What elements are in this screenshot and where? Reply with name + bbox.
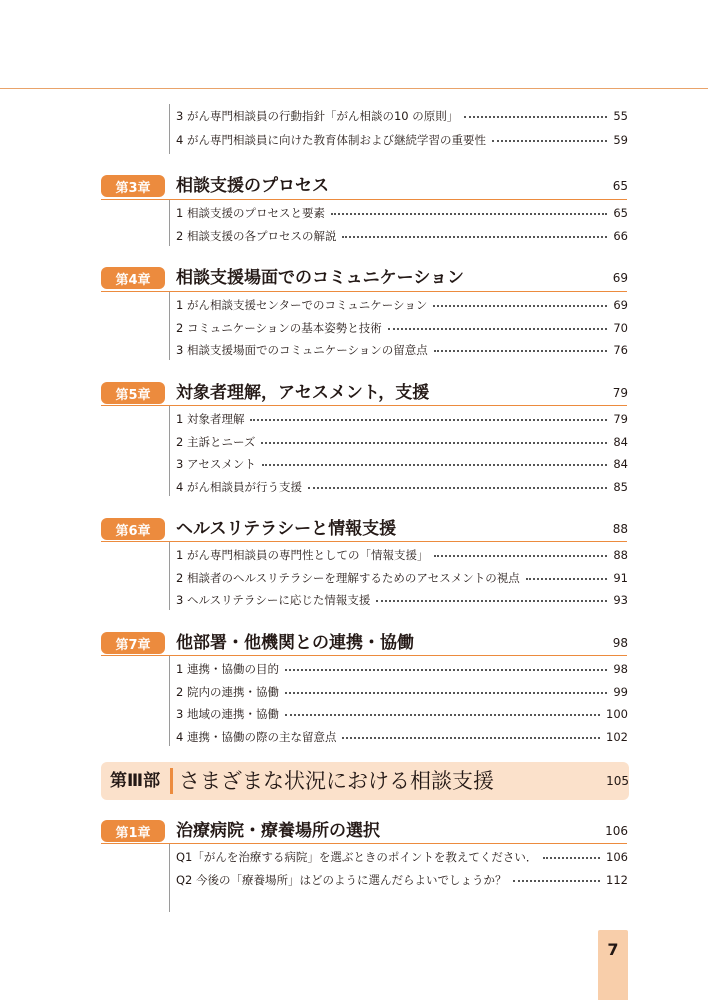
toc-entry[interactable] [176,295,628,315]
entry-page: 112 [606,873,628,887]
leader-dots [433,305,607,307]
entry-title: 1 対象者理解 [176,412,245,426]
chapter-title[interactable]: 相談支援場面でのコミュニケーション [176,268,464,288]
entry-title: 4 連携・協働の際の主な留意点 [176,730,337,744]
entry-page: 88 [613,548,628,562]
toc-entry[interactable] [176,454,628,474]
leader-dots [376,600,607,602]
chapter-badge: 第1章 [101,820,165,842]
chapter-title[interactable]: 相談支援のプロセス [176,176,329,196]
entry-page: 79 [613,412,628,426]
toc-entry[interactable] [176,106,628,126]
chapter-badge: 第4章 [101,267,165,289]
entry-page: 55 [613,109,628,123]
entry-page: 102 [606,730,628,744]
toc-entry[interactable] [176,432,628,452]
leader-dots [308,487,607,489]
entry-title: 2 コミュニケーションの基本姿勢と技術 [176,321,382,335]
chapter-title[interactable]: ヘルスリテラシーと情報支援 [176,519,397,539]
toc-entry[interactable] [176,568,628,588]
chapter-rule [101,541,627,542]
leader-dots [261,442,607,444]
entry-page: 91 [613,571,628,585]
entry-page: 84 [613,435,628,449]
part-label: 第Ⅲ部 [110,771,161,791]
entry-page: 69 [613,298,628,312]
entry-title: 1 相談支援のプロセスと要素 [176,206,325,220]
leader-dots [526,578,608,580]
entry-page: 100 [606,707,628,721]
column-line [169,656,170,746]
leader-dots [285,714,600,716]
chapter-badge: 第7章 [101,632,165,654]
entry-title: 3 がん専門相談員の行動指針「がん相談の10 の原則」 [176,109,459,123]
toc-entry[interactable] [176,545,628,565]
chapter-rule [101,291,627,292]
leader-dots [434,350,608,352]
entry-page: 65 [613,206,628,220]
chapter-title[interactable]: 対象者理解，アセスメント，支援 [176,383,430,403]
toc-entry[interactable] [176,870,628,890]
entry-title: 3 アセスメント [176,457,256,471]
entry-title: 3 地域の連携・協働 [176,707,279,721]
entry-page: 93 [613,593,628,607]
leader-dots [513,880,601,882]
entry-title: 1 連携・協働の目的 [176,662,279,676]
toc-entry[interactable] [176,727,628,747]
entry-title: 2 院内の連携・協働 [176,685,279,699]
entry-title: 1 がん専門相談員の専門性としての「情報支援」 [176,548,429,562]
leader-dots [250,419,607,421]
entry-page: 85 [613,480,628,494]
entry-title: 3 相談支援場面でのコミュニケーションの留意点 [176,343,428,357]
entry-title: 3 ヘルスリテラシーに応じた情報支援 [176,593,371,607]
leader-dots [342,236,607,238]
column-line [169,844,170,912]
toc-entry[interactable] [176,590,628,610]
entry-page: 76 [613,343,628,357]
entry-title: 2 相談支援の各プロセスの解説 [176,229,337,243]
entry-page: 98 [613,662,628,676]
toc-entry[interactable] [176,847,628,867]
column-line [169,542,170,610]
leader-dots [434,555,607,557]
leader-dots [262,464,608,466]
entry-page: 70 [613,321,628,335]
column-line [169,292,170,360]
chapter-title[interactable]: 治療病院・療養場所の選択 [176,821,380,841]
chapter-rule [101,405,627,406]
entry-title: 2 相談者のヘルスリテラシーを理解するためのアセスメントの視点 [176,571,520,585]
toc-entry[interactable] [176,203,628,223]
entry-title: 1 がん相談支援センターでのコミュニケーション [176,298,428,312]
entry-page: 106 [606,850,628,864]
header-rule [0,88,708,89]
column-line [169,104,170,154]
chapter-page: 88 [612,522,628,536]
leader-dots [342,737,600,739]
column-line [169,200,170,246]
leader-dots [492,140,607,142]
part-heading[interactable] [101,762,629,800]
leader-dots [388,328,608,330]
chapter-rule [101,655,627,656]
entry-page: 99 [613,685,628,699]
column-line [169,406,170,496]
part-divider [170,768,173,794]
toc-entry[interactable] [176,659,628,679]
entry-title: Q2 今後の「療養場所」はどのように選んだらよいでしょうか？ [176,873,507,887]
toc-entry[interactable] [176,477,628,497]
toc-entry[interactable] [176,318,628,338]
leader-dots [543,857,600,859]
entry-title: Q1「がんを治療する病院」を選ぶときのポイントを教えてください． [176,850,538,864]
toc-entry[interactable] [176,704,628,724]
chapter-page: 79 [612,386,628,400]
chapter-badge: 第5章 [101,382,165,404]
entry-title: 4 がん相談員が行う支援 [176,480,302,494]
chapter-rule [101,843,627,844]
chapter-page: 69 [612,271,628,285]
page-tab [598,930,628,1000]
chapter-page: 98 [612,636,628,650]
part-title: さまざまな状況における相談支援 [179,769,494,793]
leader-dots [464,116,607,118]
entry-title: 2 主訴とニーズ [176,435,256,449]
entry-page: 84 [613,457,628,471]
chapter-page: 65 [612,179,628,193]
entry-page: 59 [613,133,628,147]
entry-title: 4 がん専門相談員に向けた教育体制および継続学習の重要性 [176,133,486,147]
leader-dots [285,669,607,671]
leader-dots [331,213,607,215]
chapter-page: 106 [605,824,628,838]
toc-entry[interactable] [176,226,628,246]
entry-page: 66 [613,229,628,243]
toc-entry[interactable] [176,340,628,360]
chapter-title[interactable]: 他部署・他機関との連携・協働 [176,633,414,653]
toc-entry[interactable] [176,130,628,150]
part-page: 105 [606,774,629,788]
toc-entry[interactable] [176,682,628,702]
toc-entry[interactable] [176,409,628,429]
leader-dots [285,692,607,694]
chapter-rule [101,199,627,200]
chapter-badge: 第6章 [101,518,165,540]
page-number: 7 [607,940,619,959]
chapter-badge: 第3章 [101,175,165,197]
